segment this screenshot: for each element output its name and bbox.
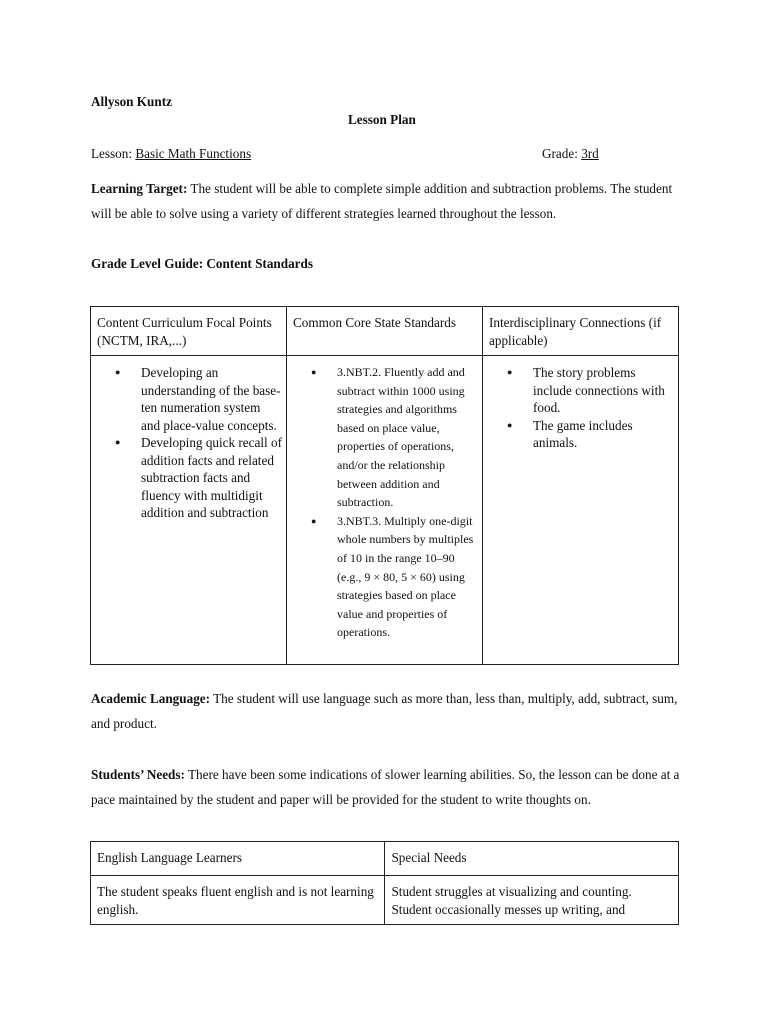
table-header-cell: Content Curriculum Focal Points (NCTM, IRA,...)	[91, 307, 287, 356]
list-item: ● Developing quick recall of addition facts and related subtraction facts and fluency with multidigit addition and subtraction	[141, 434, 282, 522]
lesson-line	[91, 146, 251, 162]
students-needs-text: There have been some indications of slower learning abilities. So, the lesson can be done at a pace maintained by the student and paper will be provided for the student to write thoughts on.	[91, 767, 680, 807]
grade-line	[542, 146, 599, 162]
standards-table	[90, 306, 679, 665]
list-item: ● The story problems include connections with food.	[533, 364, 674, 417]
list-item: ● The game includes animals.	[533, 417, 674, 452]
grade-value: 3rd	[581, 146, 599, 161]
list-item: ● 3.NBT.3. Multiply one-digit whole numbers by multiples of 10 in the range 10–90 (e.g., 9 × 80, 5 × 60) using strategies based on place value and properties of operations.	[337, 512, 478, 642]
academic-language	[91, 686, 681, 736]
author-name: Allyson Kuntz	[91, 94, 172, 109]
academic-language-text: The student will use language such as more than, less than, multiply, add, subtract, sum, and product.	[91, 691, 678, 731]
interdisciplinary-cell	[483, 356, 679, 665]
table-header-row	[91, 307, 679, 356]
lesson-value: Basic Math Functions	[135, 146, 252, 161]
learning-target	[91, 176, 681, 226]
common-core-cell	[287, 356, 483, 665]
table-row	[91, 876, 679, 925]
grade-label: Grade:	[542, 146, 578, 161]
table-row	[91, 356, 679, 665]
table-cell: The student speaks fluent english and is not learning english.	[91, 876, 385, 925]
students-needs	[91, 762, 681, 812]
students-needs-label: Students’ Needs:	[91, 767, 185, 782]
table-header-cell: English Language Learners	[91, 842, 385, 876]
table-cell: Student struggles at visualizing and counting. Student occasionally messes up writing, and	[385, 876, 679, 925]
table-header-cell: Common Core State Standards	[287, 307, 483, 356]
lesson-label: Lesson:	[91, 146, 133, 161]
list-item: ● 3.NBT.2. Fluently add and subtract within 1000 using strategies and algorithms based on place value, properties of operations, and/or the relationship between addition and subtraction.	[337, 363, 478, 512]
needs-table	[90, 841, 679, 925]
table-header-row	[91, 842, 679, 876]
academic-language-label: Academic Language:	[91, 691, 211, 706]
learning-target-label: Learning Target:	[91, 181, 188, 196]
table-header-cell: Interdisciplinary Connections (if applicable)	[483, 307, 679, 356]
list-item: ● Developing an understanding of the base-ten numeration system and place-value concepts.	[141, 364, 282, 434]
focal-points-cell	[91, 356, 287, 665]
page-title: Lesson Plan	[348, 112, 416, 127]
standards-heading: Grade Level Guide: Content Standards	[91, 256, 313, 271]
learning-target-text: The student will be able to complete simple addition and subtraction problems. The student will be able to solve using a variety of different strategies learned throughout the lesson.	[91, 181, 673, 221]
table-header-cell: Special Needs	[385, 842, 679, 876]
